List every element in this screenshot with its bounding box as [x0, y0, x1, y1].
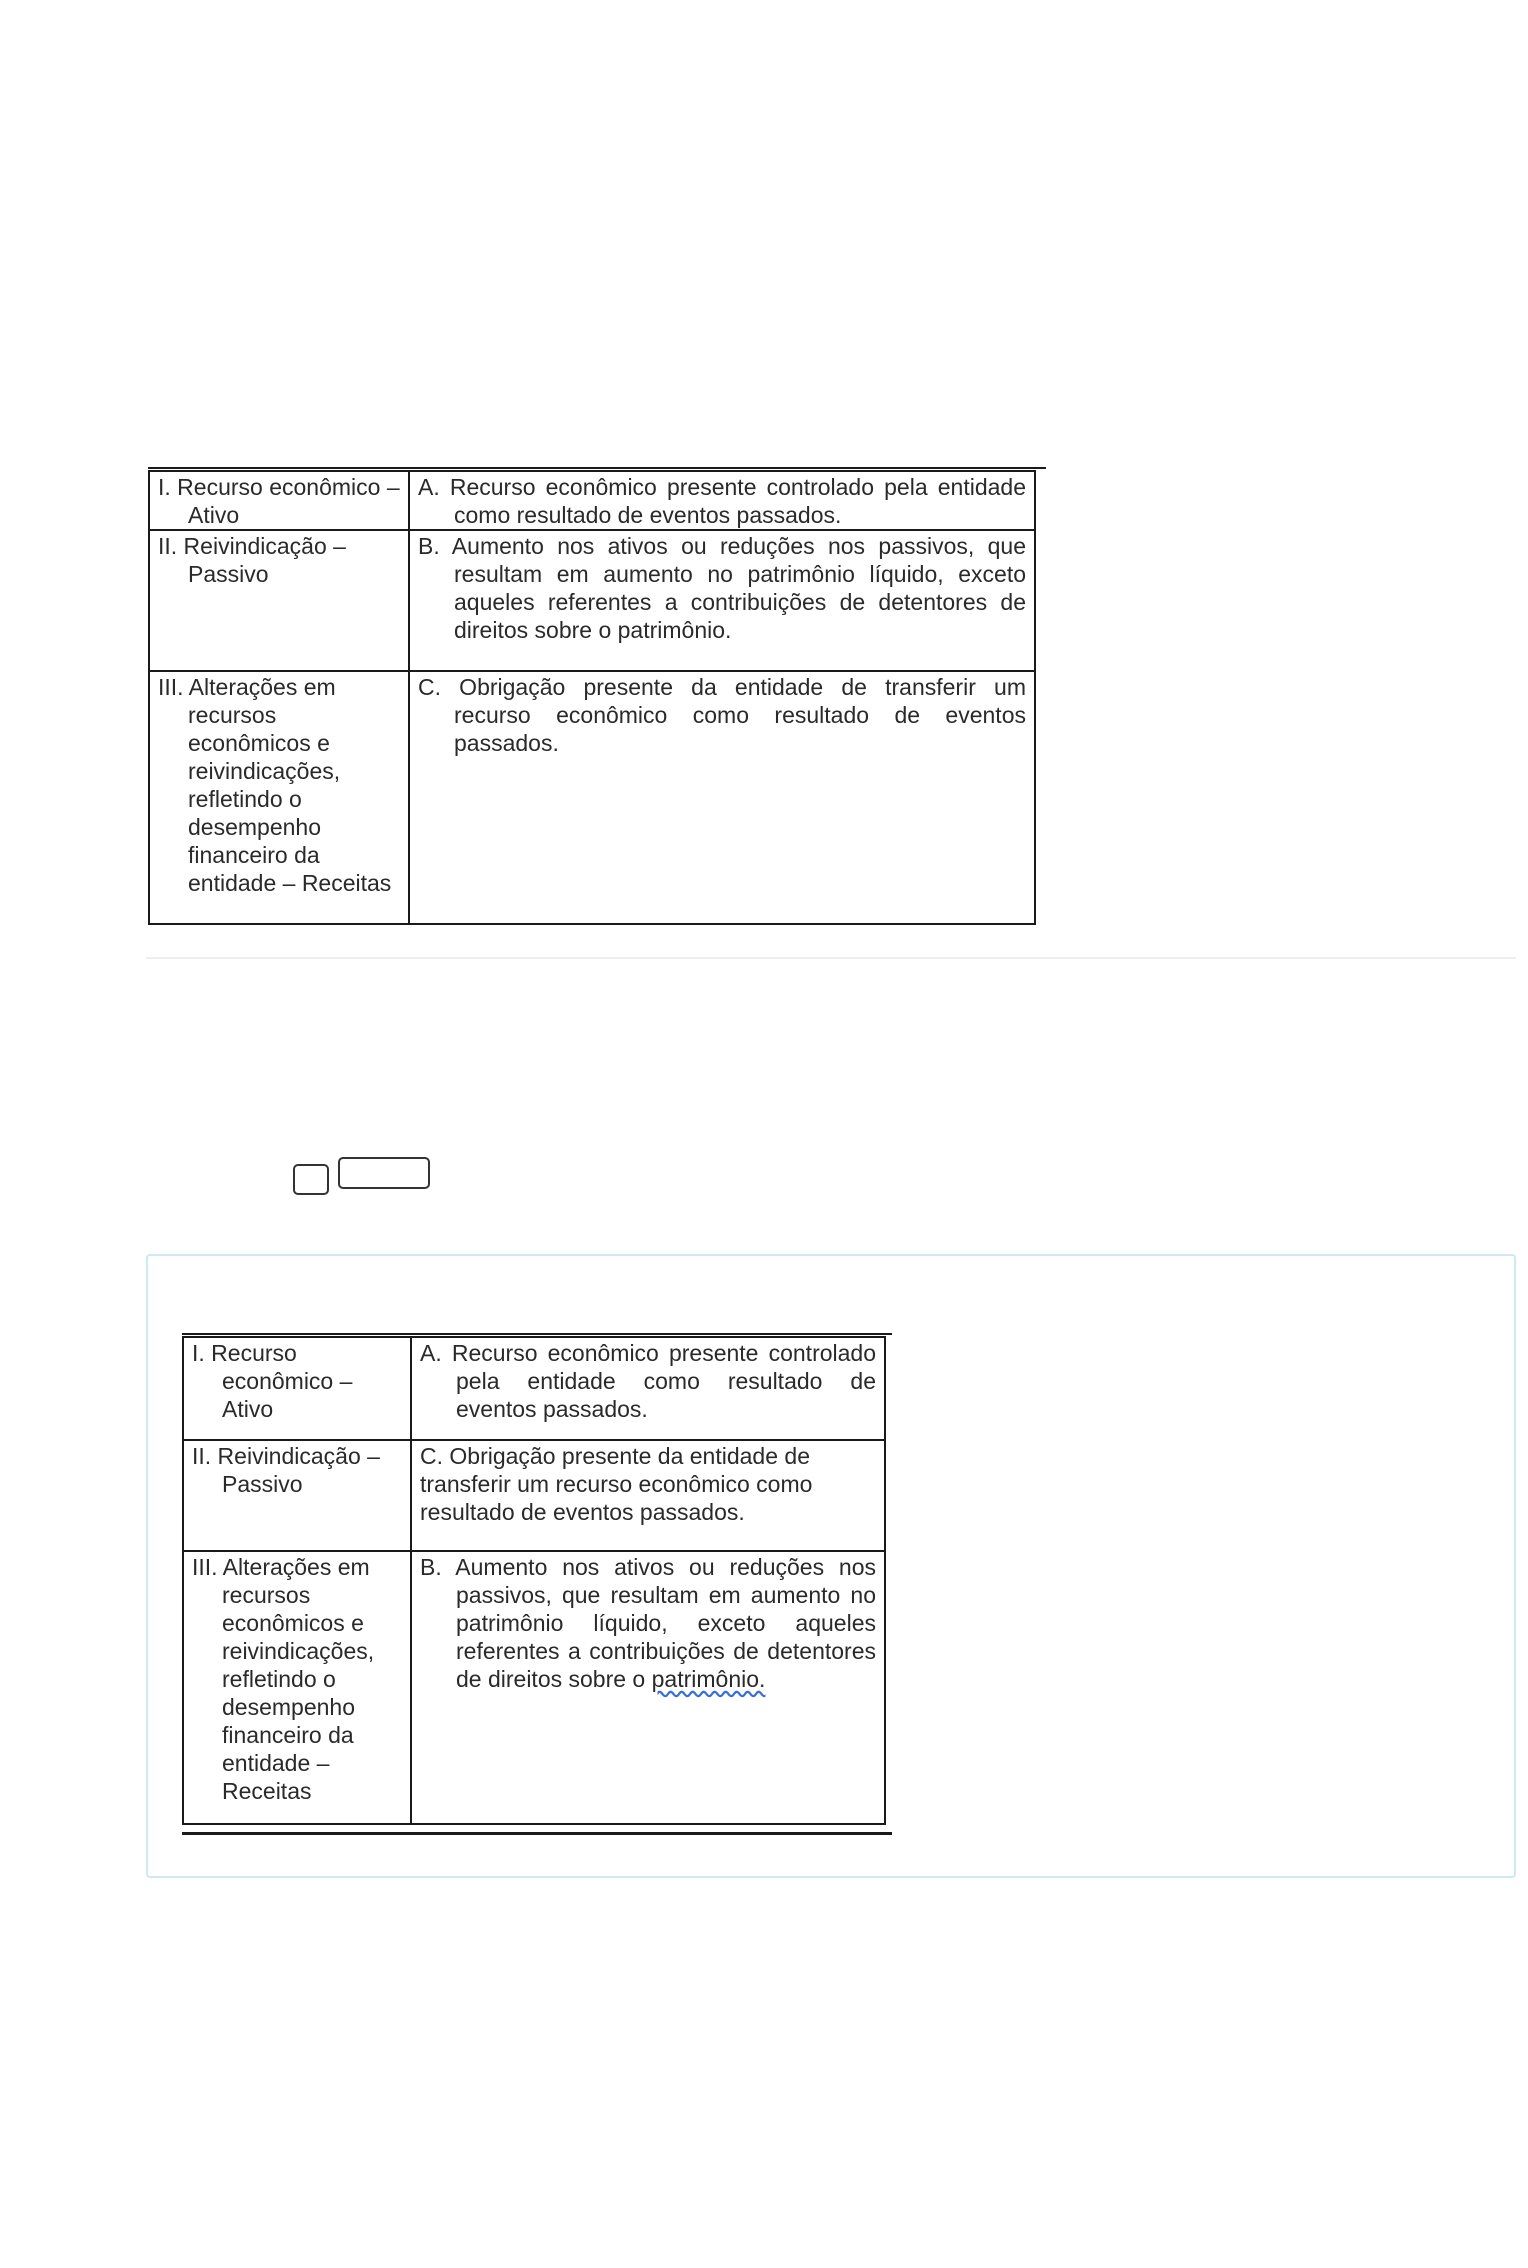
- question-table: [148, 470, 1036, 925]
- cell-text: B. Aumento nos ativos ou reduções nos passivos, que resultam em aumento no patrimônio líquido, exceto aqueles referentes a contribuições de detentores de direitos sobre o: [420, 1554, 876, 1692]
- question-table-top-rule: [148, 467, 1046, 469]
- answer-checkbox[interactable]: [293, 1164, 329, 1195]
- table-cell-left: I. Recurso econômico – Ativo: [149, 471, 409, 530]
- table-cell-right: A. Recurso econômico presente controlado pela entidade como resultado de eventos passados.: [409, 471, 1035, 530]
- table-row: [149, 671, 1035, 924]
- table-row: [149, 530, 1035, 671]
- answer-table: [182, 1336, 886, 1825]
- spellcheck-word: patrimônio.: [651, 1666, 766, 1692]
- table-cell-left: II. Reivindicação – Passivo: [183, 1440, 411, 1551]
- table-cell-right: [411, 1551, 885, 1824]
- section-divider: [146, 957, 1516, 959]
- table-cell-right: C. Obrigação presente da entidade de transferir um recurso econômico como resultado de eventos passados.: [411, 1440, 885, 1551]
- table-cell-right: B. Aumento nos ativos ou reduções nos passivos, que resultam em aumento no patrimônio líquido, exceto aqueles referentes a contribuições de detentores de direitos sobre o patrimônio.: [409, 530, 1035, 671]
- table-row: [183, 1551, 885, 1824]
- table-cell-left: I. Recurso econômico – Ativo: [183, 1337, 411, 1440]
- table-cell-left: III. Alterações em recursos econômicos e reivindicações, refletindo o desempenho financeiro da entidade – Receitas: [149, 671, 409, 924]
- table-row: [149, 471, 1035, 530]
- table-row: [183, 1337, 885, 1440]
- empty-button[interactable]: [338, 1157, 430, 1189]
- table-cell-left: II. Reivindicação – Passivo: [149, 530, 409, 671]
- table-cell-left: III. Alterações em recursos econômicos e reivindicações, refletindo o desempenho financeiro da entidade – Receitas: [183, 1551, 411, 1824]
- table-cell-right: C. Obrigação presente da entidade de transferir um recurso econômico como resultado de eventos passados.: [409, 671, 1035, 924]
- table-row: [183, 1440, 885, 1551]
- answer-table-top-rule: [182, 1333, 892, 1335]
- answer-table-bottom-rule: [182, 1832, 892, 1835]
- table-cell-right: A. Recurso econômico presente controlado pela entidade como resultado de eventos passados.: [411, 1337, 885, 1440]
